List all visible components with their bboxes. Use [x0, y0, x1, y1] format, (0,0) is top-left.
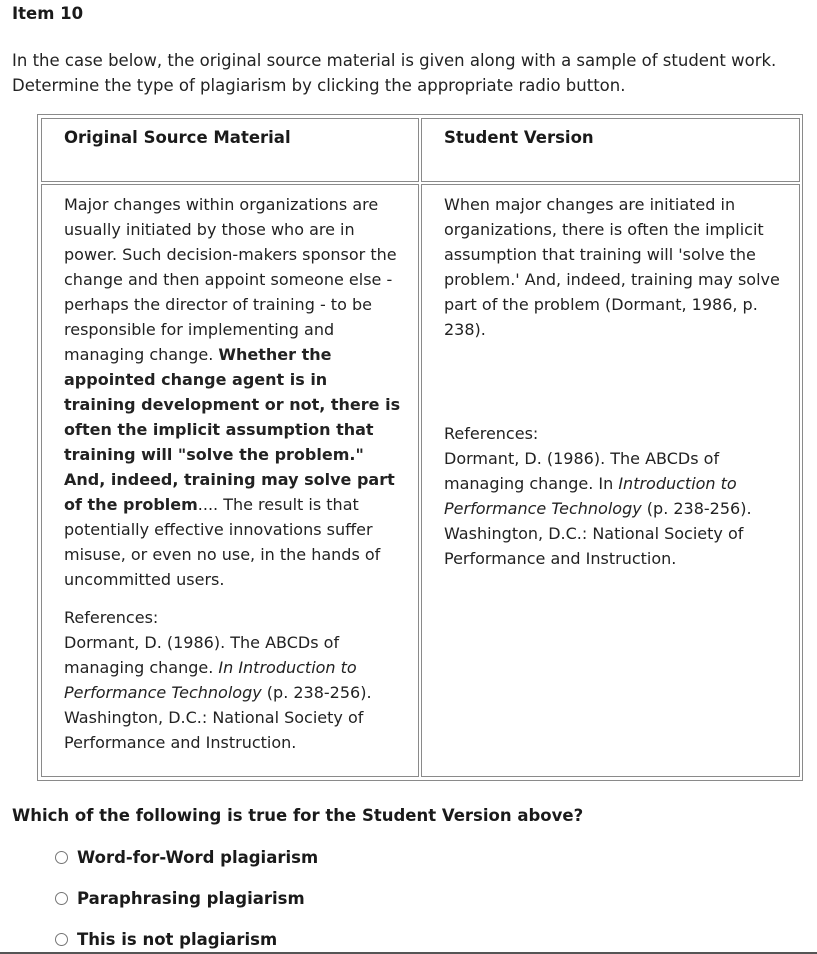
student-ref-line2: (p. 238-256). Washington, D.C.: National Society of Performance and Instruction.: [444, 499, 752, 568]
option-label[interactable]: Word-for-Word plagiarism: [77, 848, 319, 867]
student-ref-label: References:: [444, 424, 539, 443]
original-source-text: [64, 192, 404, 592]
student-references: [444, 421, 789, 571]
original-plain-end: .... The result is that potentially effective innovations suffer misuse, or even no use, in the hands of uncommitted users.: [64, 495, 381, 589]
student-ref-line1: Dormant, D. (1986). The ABCDs of managing change. In: [444, 449, 720, 493]
student-version-cell: [421, 184, 800, 777]
header-student: Student Version: [444, 128, 594, 147]
student-version-text: When major changes are initiated in organizations, there is often the implicit assumption that training will 'solve the problem.' And, indeed, training may solve part of the problem (Dormant, 1986, p. 238).: [444, 195, 780, 339]
comparison-table: [37, 114, 803, 781]
header-cell-student: [421, 118, 800, 182]
original-source-cell: [41, 184, 419, 777]
original-bold-passage: Whether the appointed change agent is in training development or not, there is often the implicit assumption that training will "solve the problem." And, indeed, training may solve part of the problem: [64, 345, 401, 514]
instructions: In the case below, the original source material is given along with a sample of student work. Determine the type of plagiarism by clicking the appropriate radio button.: [12, 51, 777, 95]
original-ref-line1: Dormant, D. (1986). The ABCDs of managing change.: [64, 633, 340, 677]
radio-button[interactable]: [55, 851, 68, 864]
original-plain-start: Major changes within organizations are usually initiated by those who are in power. Such decision-makers sponsor the change and then appoint someone else - perhaps the director of training - to be responsible for implementing and managing change.: [64, 195, 397, 364]
option-word-for-word[interactable]: [55, 848, 318, 867]
header-cell-original: [41, 118, 419, 182]
option-label[interactable]: Paraphrasing plagiarism: [77, 889, 305, 908]
original-references: [64, 605, 409, 755]
student-ref-italic: Introduction to Performance Technology: [444, 474, 737, 518]
item-title: Item 10: [12, 4, 84, 23]
header-original: Original Source Material: [64, 128, 291, 147]
option-paraphrasing[interactable]: [55, 889, 305, 908]
original-ref-label: References:: [64, 608, 159, 627]
radio-button[interactable]: [55, 892, 68, 905]
radio-button[interactable]: [55, 933, 68, 946]
question-text: Which of the following is true for the Student Version above?: [12, 806, 584, 825]
original-ref-line2: (p. 238-256). Washington, D.C.: National Society of Performance and Instruction.: [64, 683, 372, 752]
original-ref-italic: In Introduction to Performance Technology: [64, 658, 357, 702]
option-not-plagiarism[interactable]: [55, 930, 277, 949]
option-label[interactable]: This is not plagiarism: [77, 930, 278, 949]
